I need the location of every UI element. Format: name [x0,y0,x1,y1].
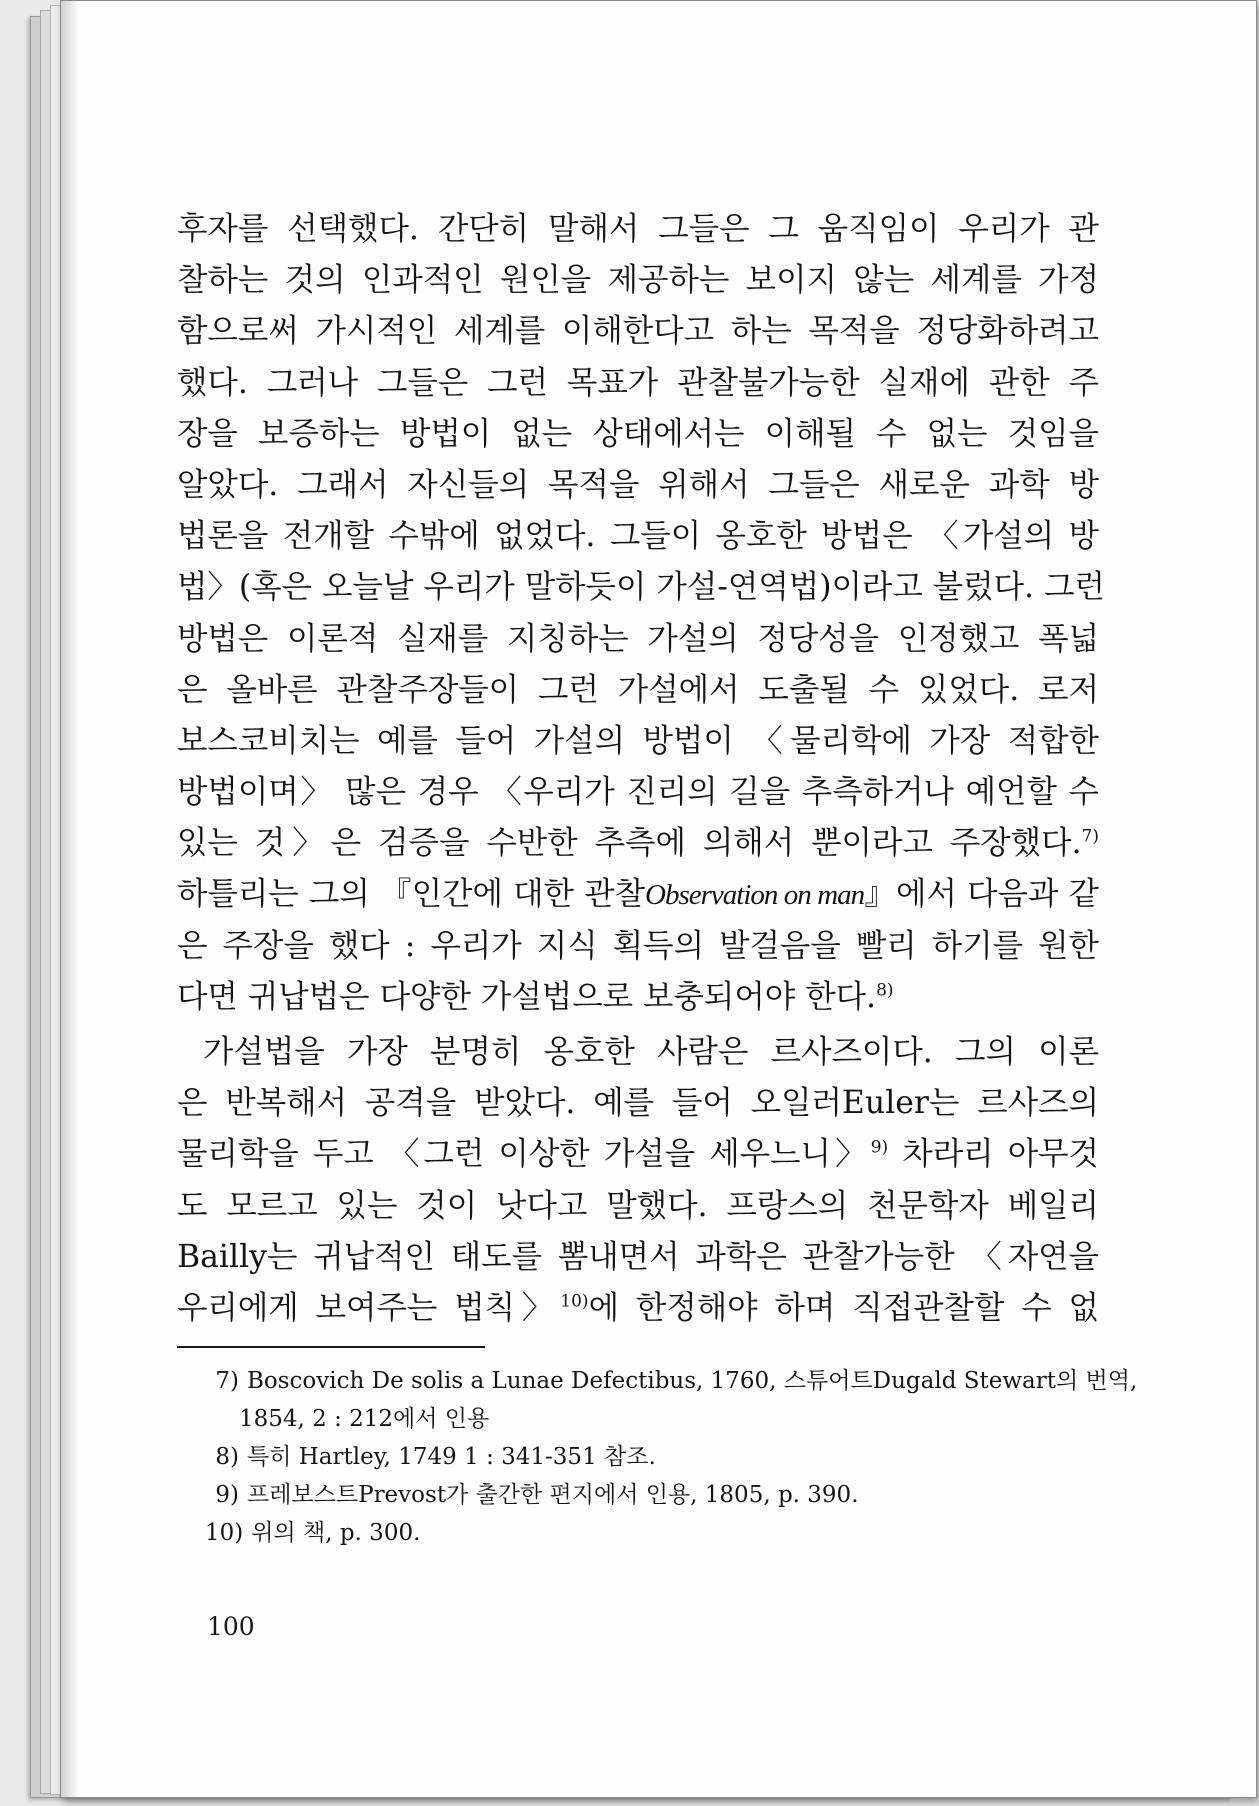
text-line: 찰하는 것의 인과적인 원인을 제공하는 보이지 않는 세계를 가정 [177,262,1099,299]
footnote-number: 9) [215,1482,239,1508]
line-text: 에 한정해야 하며 직접관찰할 수 없 [588,1289,1099,1326]
line-text: 차라리 아무것 [888,1136,1099,1173]
text-line: 했다. 그러나 그들은 그런 목표가 관찰불가능한 실재에 관한 주 [177,364,1099,401]
footnote-item [205,1362,1138,1400]
text-line: 방법은 이론적 실재를 지칭하는 가설의 정당성을 인정했고 폭넓 [177,620,1099,657]
text-line: 함으로써 가시적인 세계를 이해한다고 하는 목적을 정당화하려고 [177,313,1099,350]
text-line: 방법이며〉 많은 경우 〈우리가 진리의 길을 추측하거나 예언할 수 [177,774,1099,811]
text-line: 장을 보증하는 방법이 없는 상태에서는 이해될 수 없는 것임을 [177,415,1099,452]
footnote-rule [177,1346,485,1348]
text-line [177,972,1099,1023]
footnote-number: 8) [215,1444,239,1470]
text-line [177,1129,1099,1180]
text-line: 법〉(혹은 오늘날 우리가 말하듯이 가설-연역법)이라고 불렀다. 그런 [177,569,1105,606]
text-line: Bailly는 귀납적인 태도를 뽐내면서 과학은 관찰가능한 〈자연을 [177,1238,1099,1275]
footnote-text: 위의 책, p. 300. [251,1520,421,1546]
line-text: 다면 귀납법은 다양한 가설법으로 보충되어야 한다. [177,978,877,1015]
text-line: 은 주장을 했다 : 우리가 지식 획득의 발걸음을 빨리 하기를 원한 [177,927,1099,964]
footnote-ref: 10) [560,1291,589,1312]
footnote-ref: 8) [876,980,894,1001]
page-number: 100 [207,1612,255,1641]
book-title-italic: Observation on man [645,879,865,912]
text-line [177,818,1099,869]
footnote-item [205,1514,1085,1552]
text-line [177,869,1099,920]
footnotes [205,1362,1138,1552]
line-text: 물리학을 두고 〈그런 이상한 가설을 세우느니〉 [177,1136,871,1173]
line-text: 있는 것〉은 검증을 수반한 추측에 의해서 뿐이라고 주장했다. [177,825,1082,862]
line-text: 하틀리는 그의 『인간에 대한 관찰 [177,876,646,913]
footnote-text: 프레보스트Prevost가 출간한 편지에서 인용, 1805, p. 390. [247,1482,859,1508]
text-line [177,1283,1099,1334]
spine-shadow [61,1,79,1797]
footnote-item [205,1438,1085,1476]
footnote-number: 10) [205,1520,244,1546]
line-text: 』에서 다음과 같 [864,876,1099,913]
text-line: 은 올바른 관찰주장들이 그런 가설에서 도출될 수 있었다. 로저 [177,671,1099,708]
footnote-continuation: 1854, 2 : 212에서 인용 [239,1406,490,1432]
text-line: 은 반복해서 공격을 받았다. 예를 들어 오일러Euler는 르사즈의 [177,1085,1099,1122]
footnote-item [205,1476,1085,1514]
text-line: 가설법을 가장 분명히 옹호한 사람은 르사즈이다. 그의 이론 [203,1034,1099,1070]
footnote-ref: 9) [870,1137,889,1158]
footnote-number: 7) [215,1368,239,1394]
text-line: 도 모르고 있는 것이 낫다고 말했다. 프랑스의 천문학자 베일리 [177,1187,1099,1224]
text-line: 후자를 선택했다. 간단히 말해서 그들은 그 움직임이 우리가 관 [177,211,1099,247]
footnote-text: 특히 Hartley, 1749 1 : 341-351 참조. [247,1444,656,1470]
text-line: 알았다. 그래서 자신들의 목적을 위해서 그들은 새로운 과학 방 [177,466,1099,503]
text-line: 보스코비치는 예를 들어 가설의 방법이 〈물리학에 가장 적합한 [177,722,1099,759]
footnote-ref: 7) [1081,826,1099,847]
text-line: 법론을 전개할 수밖에 없었다. 그들이 옹호한 방법은 〈가설의 방 [177,518,1099,555]
body-text [177,204,1105,1334]
line-text: 우리에게 보여주는 법칙〉 [177,1289,561,1326]
footnote-text: Boscovich De solis a Lunae Defectibus, 1760, 스튜어트Dugald Stewart의 번역, [247,1368,1138,1394]
